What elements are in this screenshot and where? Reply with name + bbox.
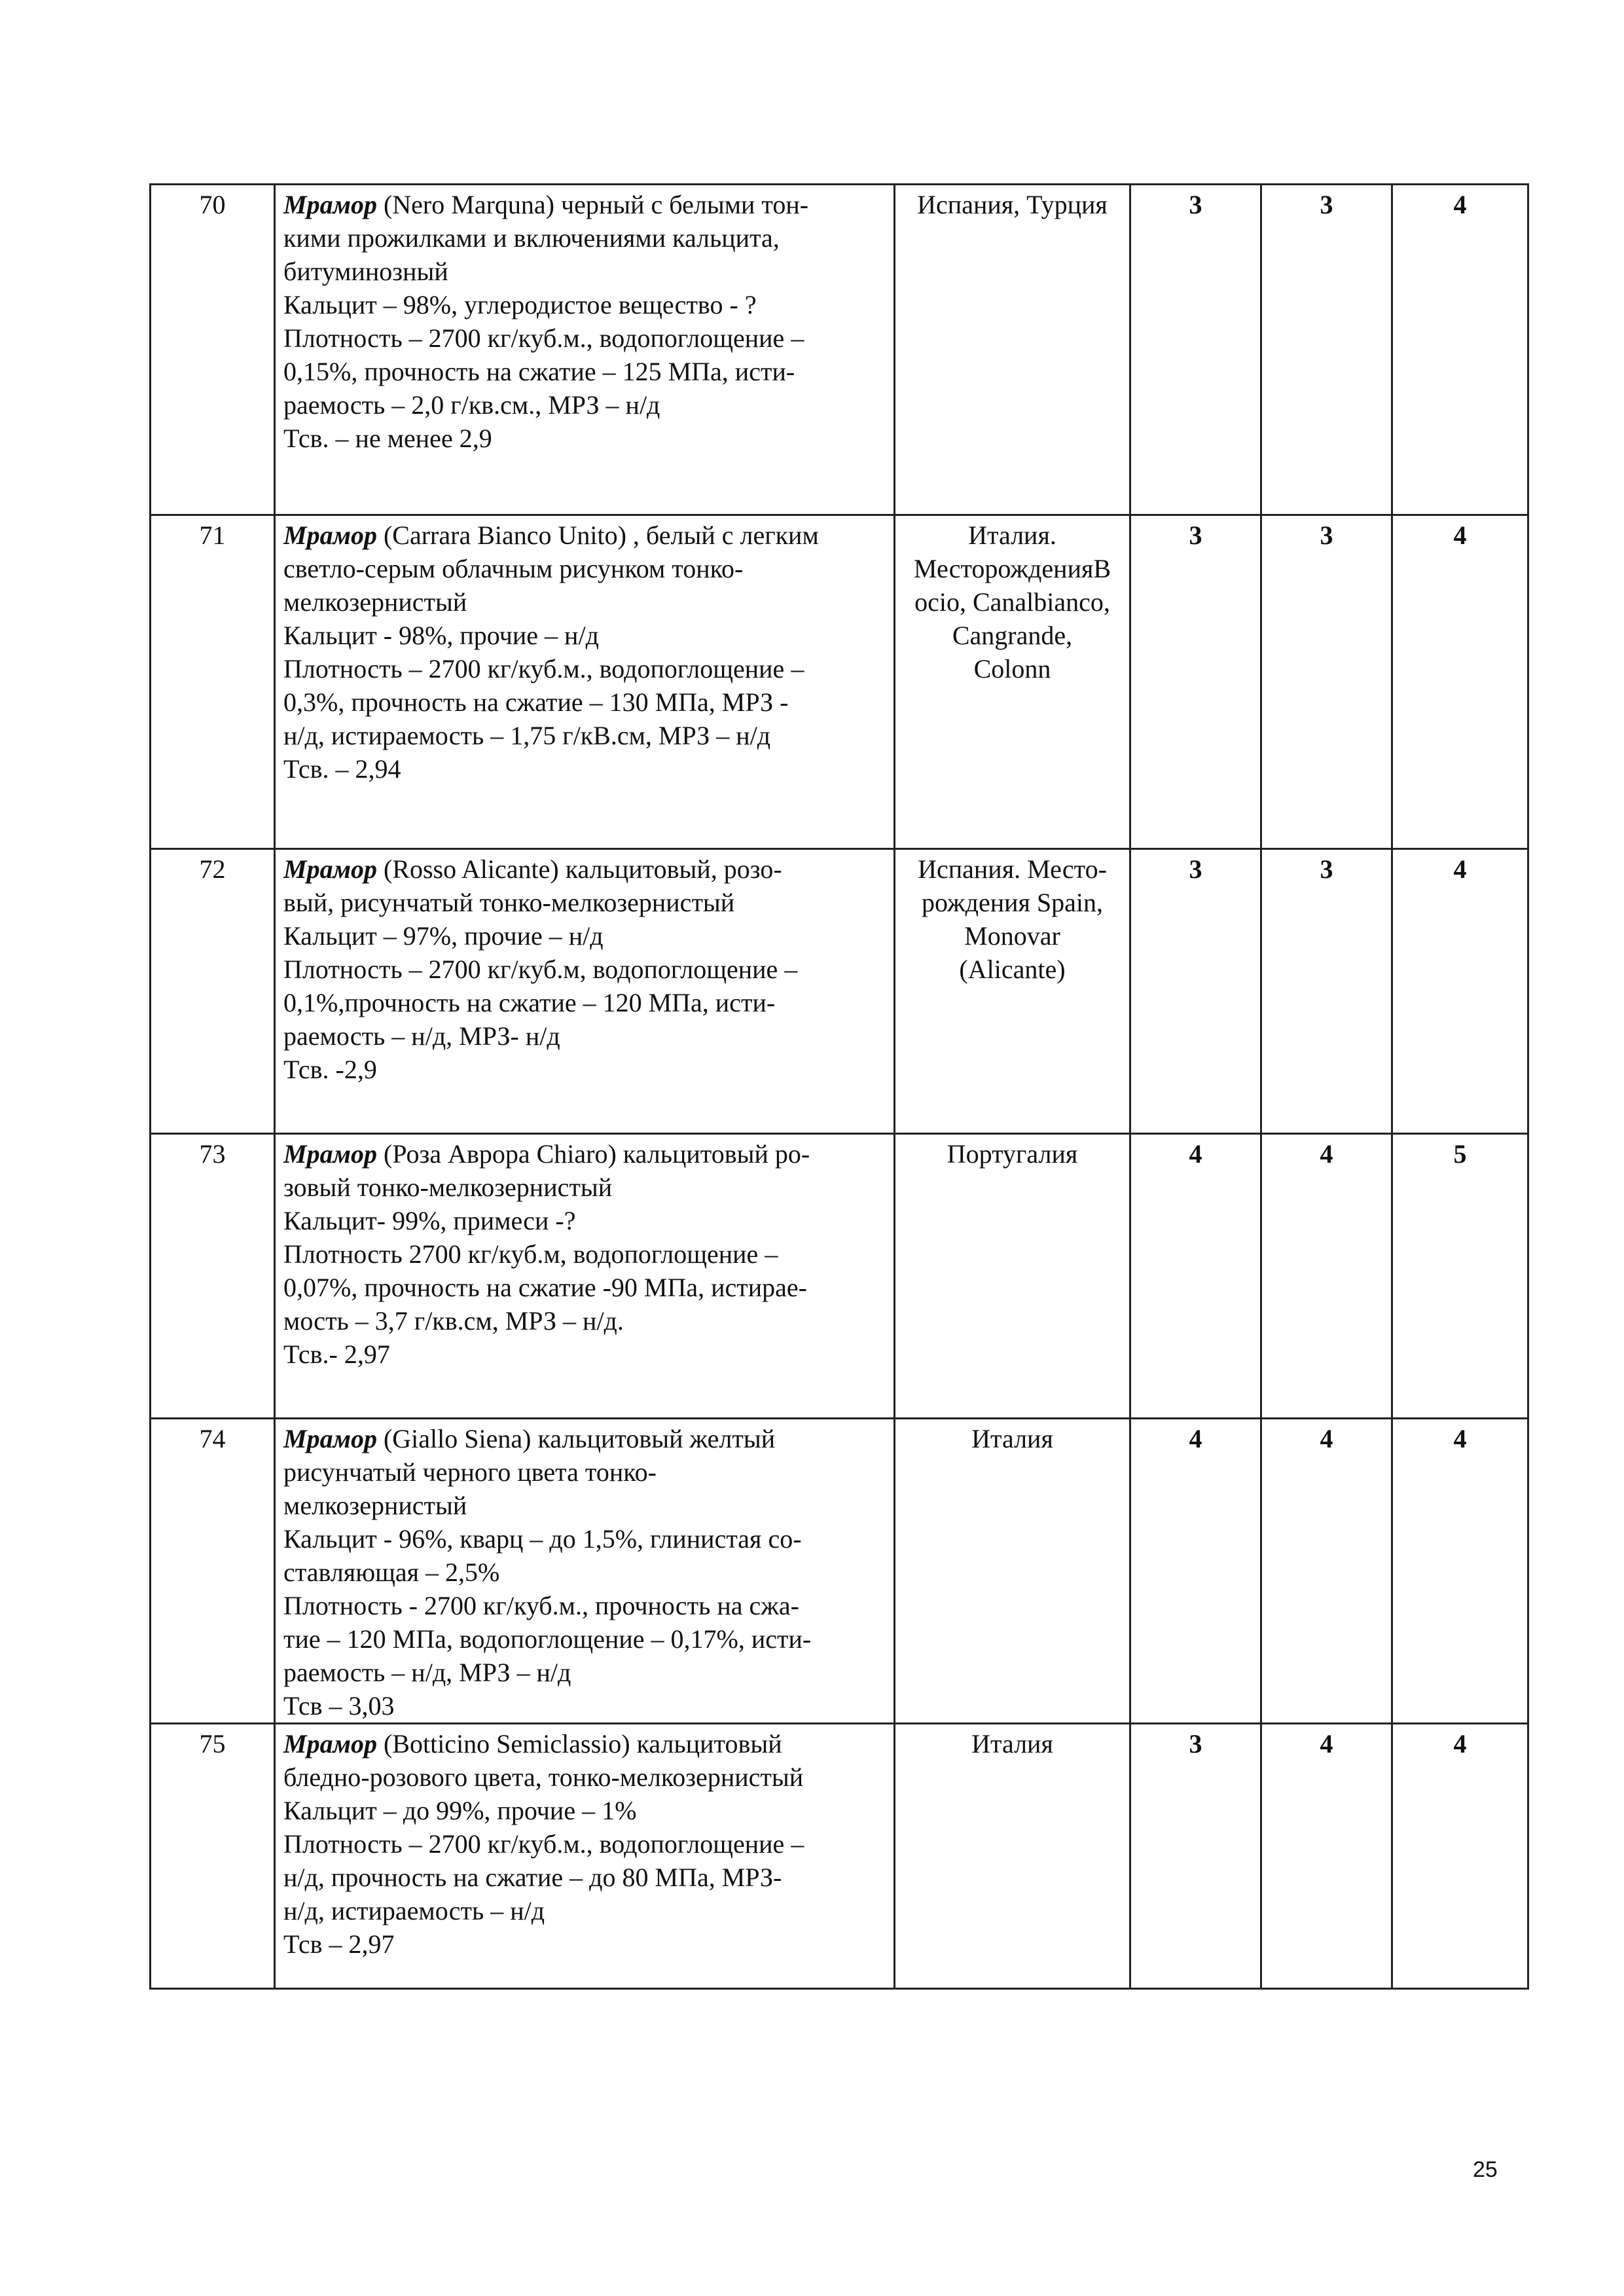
description-line: ставляющая – 2,5% bbox=[283, 1558, 500, 1587]
score-s1: 3 bbox=[1130, 849, 1261, 1134]
description-line: Плотность – 2700 кг/куб.м., водопоглощение – bbox=[283, 654, 804, 683]
description-line: Кальцит - 96%, кварц – до 1,5%, глинистая со- bbox=[283, 1524, 802, 1554]
stone-title bbox=[283, 1727, 886, 1760]
description-line: Кальцит- 99%, примеси -? bbox=[283, 1206, 576, 1235]
stone-title bbox=[283, 1422, 886, 1455]
score-s2: 4 bbox=[1261, 1134, 1392, 1419]
description-line: Тсв. -2,9 bbox=[283, 1055, 377, 1084]
table-row bbox=[151, 1724, 1528, 1989]
score-s2: 4 bbox=[1261, 1419, 1392, 1724]
table-row bbox=[151, 849, 1528, 1134]
page-number: 25 bbox=[1473, 2157, 1498, 2182]
stone-description bbox=[275, 185, 895, 515]
stone-name: (Botticino Semiclassio) кальцитовый bbox=[376, 1729, 782, 1758]
description-line: мелкозернистый bbox=[283, 587, 467, 617]
score-s3: 4 bbox=[1392, 1724, 1528, 1989]
origin-line: Португалия bbox=[947, 1139, 1078, 1169]
description-line: н/д, истираемость – н/д bbox=[283, 1896, 545, 1925]
stone-type: Мрамор bbox=[283, 520, 377, 550]
description-line: тие – 120 МПа, водопоглощение – 0,17%, исти- bbox=[283, 1624, 812, 1654]
score-s3: 4 bbox=[1392, 515, 1528, 849]
description-line: рисунчатый черного цвета тонко- bbox=[283, 1457, 657, 1487]
score-s3: 4 bbox=[1392, 849, 1528, 1134]
table-row bbox=[151, 185, 1528, 515]
description-line: кими прожилками и включениями кальцита, bbox=[283, 223, 780, 253]
description-line: Тсв – 3,03 bbox=[283, 1691, 395, 1721]
stone-type: Мрамор bbox=[283, 190, 377, 219]
origin-line: МесторожденияB bbox=[913, 554, 1111, 583]
origin-cell bbox=[895, 1724, 1130, 1989]
description-line: Кальцит – 98%, углеродистое вещество - ? bbox=[283, 290, 757, 319]
stone-title bbox=[283, 852, 886, 886]
origin-line: Monovar bbox=[964, 921, 1060, 951]
score-s2: 3 bbox=[1261, 185, 1392, 515]
description-line: Кальцит - 98%, прочие – н/д bbox=[283, 621, 599, 650]
origin-line: Cangrande, bbox=[952, 621, 1073, 650]
description-line: Плотность - 2700 кг/куб.м., прочность на сжа- bbox=[283, 1591, 799, 1620]
stone-description bbox=[275, 1724, 895, 1989]
origin-cell bbox=[895, 185, 1130, 515]
score-s1: 3 bbox=[1130, 185, 1261, 515]
description-line: Тсв. – не менее 2,9 bbox=[283, 424, 492, 453]
description-line: бледно-розового цвета, тонко-мелкозернистый bbox=[283, 1762, 804, 1792]
description-line: битуминозный bbox=[283, 257, 448, 286]
description-line: Плотность – 2700 кг/куб.м, водопоглощение – bbox=[283, 955, 798, 984]
description-line: раемость – н/д, МРЗ – н/д bbox=[283, 1658, 571, 1687]
description-line: Тсв – 2,97 bbox=[283, 1929, 395, 1959]
origin-line: Испания. Место- bbox=[918, 854, 1107, 884]
score-s1: 4 bbox=[1130, 1419, 1261, 1724]
table-row bbox=[151, 1134, 1528, 1419]
description-line: н/д, истираемость – 1,75 г/кВ.см, МРЗ – н/д bbox=[283, 721, 771, 750]
row-number: 75 bbox=[151, 1724, 275, 1989]
origin-line: Испания, Турция bbox=[917, 190, 1108, 219]
origin-cell bbox=[895, 1419, 1130, 1724]
description-line: Плотность 2700 кг/куб.м, водопоглощение – bbox=[283, 1239, 778, 1269]
description-line: Тсв. – 2,94 bbox=[283, 754, 401, 784]
stone-type: Мрамор bbox=[283, 1424, 377, 1453]
description-line: 0,1%,прочность на сжатие – 120 МПа, исти- bbox=[283, 988, 776, 1017]
origin-cell bbox=[895, 515, 1130, 849]
score-s1: 4 bbox=[1130, 1134, 1261, 1419]
stone-name: (Nero Marquna) черный с белыми тон- bbox=[376, 190, 809, 219]
description-line: зовый тонко-мелкозернистый bbox=[283, 1173, 613, 1202]
description-line: Кальцит – 97%, прочие – н/д bbox=[283, 921, 604, 951]
score-s3: 5 bbox=[1392, 1134, 1528, 1419]
table-row bbox=[151, 515, 1528, 849]
origin-cell bbox=[895, 1134, 1130, 1419]
description-line: светло-серым облачным рисунком тонко- bbox=[283, 554, 744, 583]
description-line: мелкозернистый bbox=[283, 1491, 467, 1520]
row-number: 70 bbox=[151, 185, 275, 515]
score-s3: 4 bbox=[1392, 1419, 1528, 1724]
stone-name: (Rosso Alicante) кальцитовый, розо- bbox=[376, 854, 782, 884]
stone-table bbox=[149, 183, 1529, 1990]
description-line: Кальцит – до 99%, прочие – 1% bbox=[283, 1796, 637, 1825]
origin-line: Италия. bbox=[968, 520, 1056, 550]
stone-description bbox=[275, 1134, 895, 1419]
description-line: раемость – н/д, МРЗ- н/д bbox=[283, 1021, 560, 1051]
stone-title bbox=[283, 519, 886, 552]
stone-name: (Carrara Bianco Unito) , белый с легким bbox=[376, 520, 819, 550]
stone-name: (Роза Аврора Chiaro) кальцитовый ро- bbox=[376, 1139, 810, 1169]
description-line: н/д, прочность на сжатие – до 80 МПа, МРЗ- bbox=[283, 1863, 782, 1892]
description-line: Плотность – 2700 кг/куб.м., водопоглощение – bbox=[283, 1829, 804, 1859]
description-line: 0,07%, прочность на сжатие -90 МПа, истирае- bbox=[283, 1273, 807, 1302]
row-number: 73 bbox=[151, 1134, 275, 1419]
score-s2: 4 bbox=[1261, 1724, 1392, 1989]
description-line: Плотность – 2700 кг/куб.м., водопоглощение – bbox=[283, 323, 804, 353]
score-s1: 3 bbox=[1130, 1724, 1261, 1989]
stone-name: (Giallo Siena) кальцитовый желтый bbox=[376, 1424, 776, 1453]
origin-line: ocio, Canalbianco, bbox=[914, 587, 1110, 617]
stone-type: Мрамор bbox=[283, 1139, 377, 1169]
description-line: Тсв.- 2,97 bbox=[283, 1339, 390, 1369]
row-number: 71 bbox=[151, 515, 275, 849]
score-s2: 3 bbox=[1261, 515, 1392, 849]
description-line: вый, рисунчатый тонко-мелкозернистый bbox=[283, 888, 735, 917]
row-number: 72 bbox=[151, 849, 275, 1134]
row-number: 74 bbox=[151, 1419, 275, 1724]
origin-line: Италия bbox=[971, 1424, 1053, 1453]
origin-line: рождения Spain, bbox=[921, 888, 1104, 917]
origin-cell bbox=[895, 849, 1130, 1134]
origin-line: Италия bbox=[971, 1729, 1053, 1758]
origin-line: Colonn bbox=[973, 654, 1051, 683]
origin-line: (Alicante) bbox=[959, 955, 1066, 984]
description-line: 0,15%, прочность на сжатие – 125 МПа, исти- bbox=[283, 357, 795, 386]
description-line: 0,3%, прочность на сжатие – 130 МПа, МРЗ - bbox=[283, 687, 789, 717]
stone-title bbox=[283, 1137, 886, 1171]
score-s1: 3 bbox=[1130, 515, 1261, 849]
stone-type: Мрамор bbox=[283, 1729, 377, 1758]
stone-description bbox=[275, 1419, 895, 1724]
description-line: раемость – 2,0 г/кв.см., МРЗ – н/д bbox=[283, 390, 660, 420]
stone-description bbox=[275, 515, 895, 849]
stone-type: Мрамор bbox=[283, 854, 377, 884]
stone-description bbox=[275, 849, 895, 1134]
score-s3: 4 bbox=[1392, 185, 1528, 515]
description-line: мость – 3,7 г/кв.см, МРЗ – н/д. bbox=[283, 1306, 624, 1336]
table-row bbox=[151, 1419, 1528, 1724]
score-s2: 3 bbox=[1261, 849, 1392, 1134]
stone-title bbox=[283, 188, 886, 221]
